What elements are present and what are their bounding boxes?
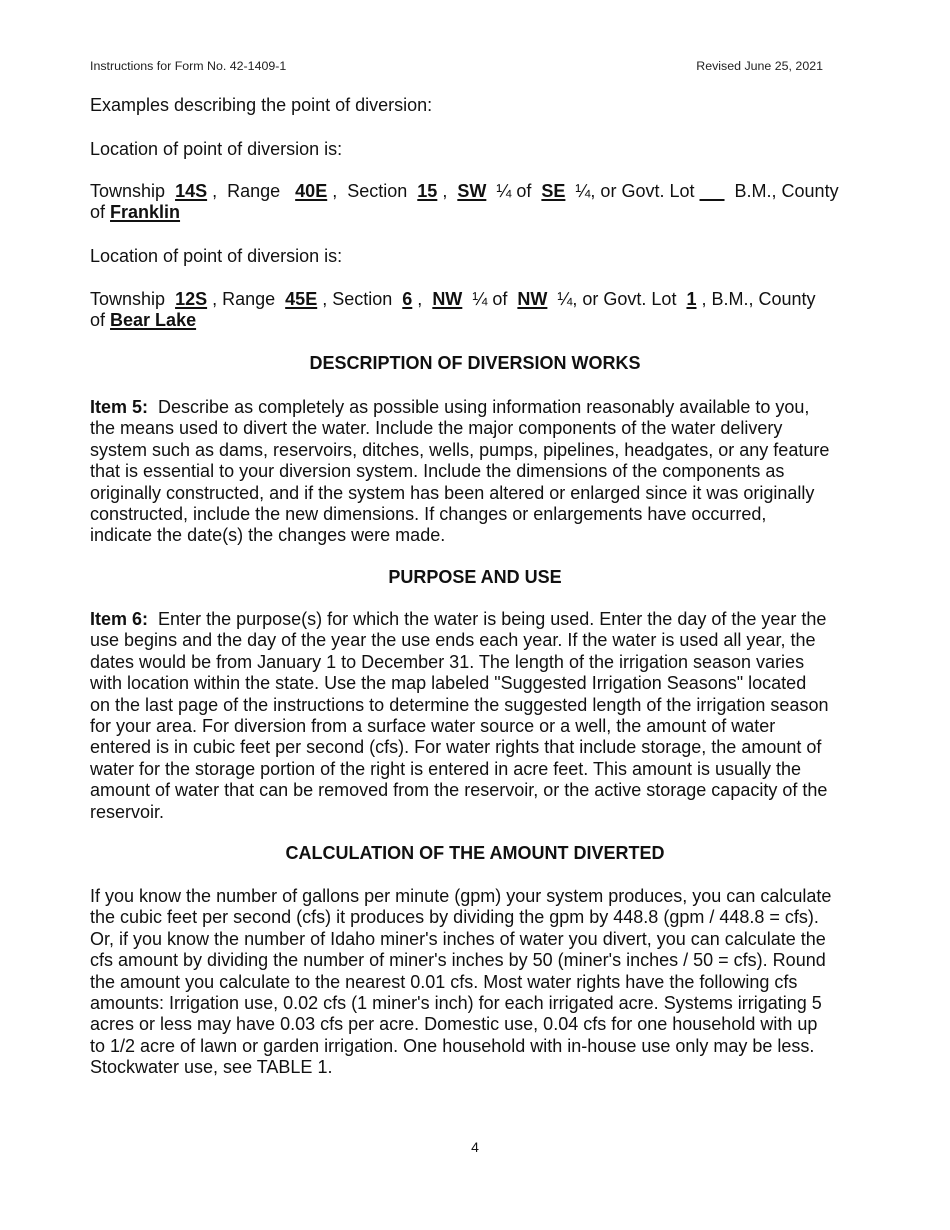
form-number: Instructions for Form No. 42-1409-1 xyxy=(90,59,287,73)
govt-lot-blank xyxy=(700,181,725,201)
range-value: 40E xyxy=(295,181,328,201)
quarter-1-value: NW xyxy=(432,289,463,309)
quarter-1-value: SW xyxy=(457,181,487,201)
section-value: 15 xyxy=(417,181,438,201)
quarter-2-value: NW xyxy=(517,289,548,309)
township-value: 12S xyxy=(175,289,208,309)
item-6-paragraph: Item 6: Enter the purpose(s) for which the water is being used. Enter the day of the year the use begins and the day of the year the use ends each year. If the water is used all year, the dates would be from January 1 to December 31. The length of the irrigation season varies with location within the state. Use the map labeled "Suggested Irrigation Seasons" located on the last page of the instructions to determine the suggested length of the irrigation season for your area. For diversion from a surface water source or a well, the amount of water entered is in cubic feet per second (cfs). For water rights that include storage, the amount of water for the storage portion of the right is entered in acre feet. This amount is usually the amount of water that can be removed from the reservoir, or the active storage capacity of the reservoir. xyxy=(90,609,829,822)
example-2-label: Location of point of diversion is: xyxy=(90,246,343,266)
quarter-2-value: SE xyxy=(541,181,566,201)
county-value: Bear Lake xyxy=(110,310,197,331)
calculation-paragraph: If you know the number of gallons per minute (gpm) your system produces, you can calculate the cubic feet per second (cfs) it produces by dividing the gpm by 448.8 (gpm / 448.8 = cfs). Or, if you know the number of Idaho miner's inches of water you divert, you can calculate the cfs amount by dividing the number of miner's inches by 50 (miner's inches / 50 = cfs). Round the amount you calculate to the nearest 0.01 cfs. Most water rights have the following cfs amounts: Irrigation use, 0.02 cfs (1 miner's inch) for each irrigated acre. Systems irrigating 5 acres or less may have 0.03 cfs per acre. Domestic use, 0.04 cfs for one household with up to 1/2 acre of lawn or garden irrigation. One household with in-house use only may be less. Stockwater use, see TABLE 1. xyxy=(90,886,832,1078)
section-heading-calculation: CALCULATION OF THE AMOUNT DIVERTED xyxy=(285,843,665,863)
section-heading-diversion-works: DESCRIPTION OF DIVERSION WORKS xyxy=(309,353,641,373)
example-2-location: Township 12S , Range 45E , Section 6 , NW ¼ of NW ¼, or Govt. Lot 1 , B.M., County of Bear Lake xyxy=(90,289,816,331)
item-5-label: Item 5: xyxy=(90,397,149,417)
county-value: Franklin xyxy=(110,202,181,223)
item-6-label: Item 6: xyxy=(90,609,149,629)
township-value: 14S xyxy=(175,181,208,201)
intro-text: Examples describing the point of diversion: xyxy=(90,95,433,115)
example-1-label: Location of point of diversion is: xyxy=(90,139,343,159)
page-number: 4 xyxy=(471,1139,479,1155)
section-value: 6 xyxy=(402,289,413,309)
range-value: 45E xyxy=(285,289,318,309)
example-1-location: Township 14S , Range 40E , Section 15 , SW ¼ of SE ¼, or Govt. Lot B.M., County of Franklin xyxy=(90,181,839,223)
item-5-paragraph: Item 5: Describe as completely as possible using information reasonably available to you, the means used to divert the water. Include the major components of the water delivery system such as dams, reservoirs, ditches, wells, pumps, pipelines, headgates, or any feature that is essential to your diversion system. Include the dimensions of the components as originally constructed, and if the system has been altered or enlarged since it was originally constructed, include the new dimensions. If changes or enlargements have occurred, indicate the date(s) the changes were made. xyxy=(90,397,830,546)
section-heading-purpose-and-use: PURPOSE AND USE xyxy=(388,567,562,587)
revision-date: Revised June 25, 2021 xyxy=(696,59,823,73)
govt-lot-value: 1 xyxy=(686,289,697,309)
